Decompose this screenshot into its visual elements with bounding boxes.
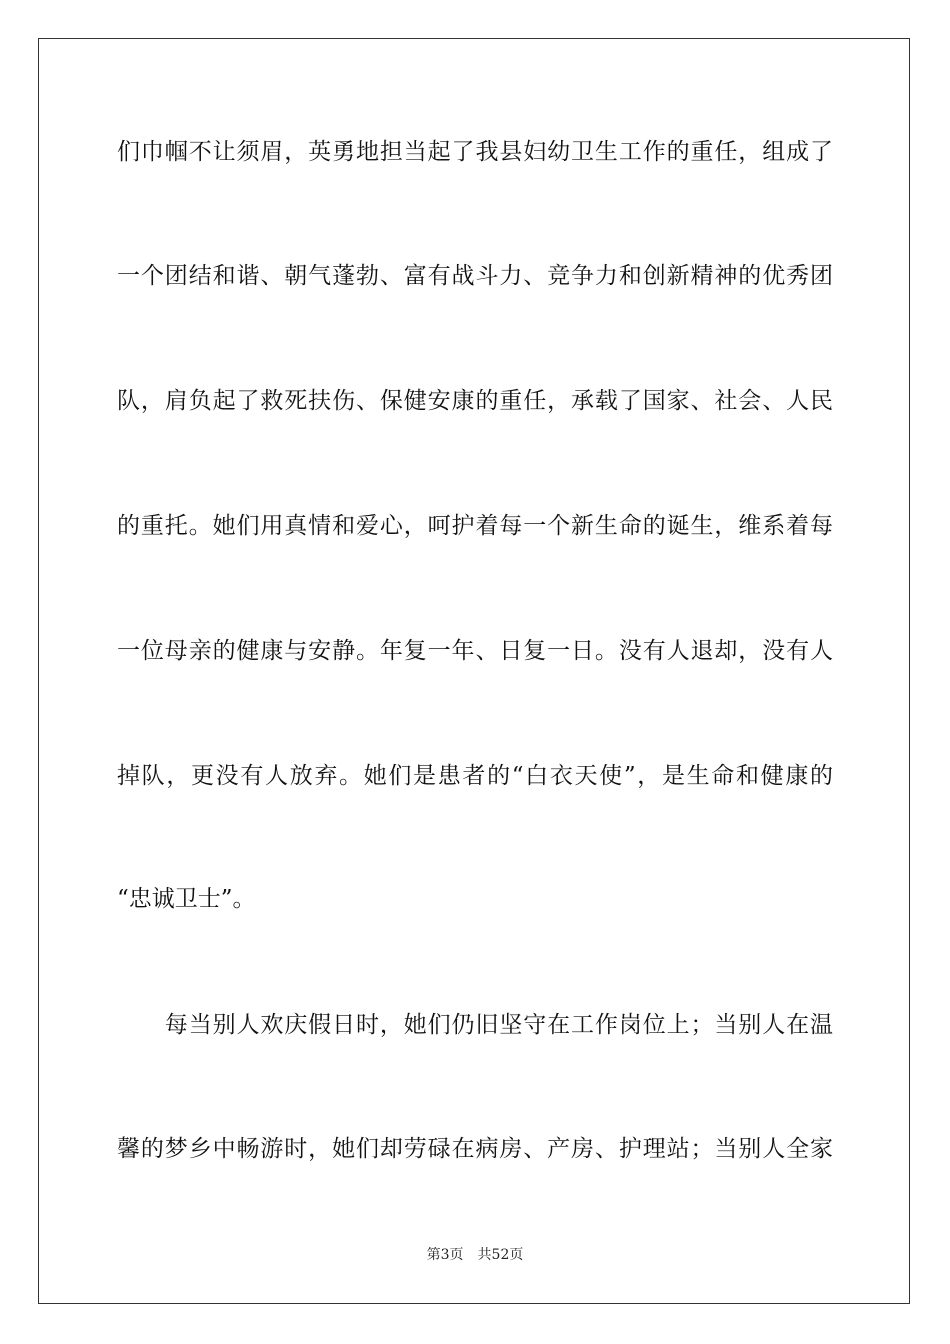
page-total: 共52页 — [477, 1247, 524, 1263]
text-line-7: “忠诚卫士”。 — [117, 886, 256, 912]
text-line-5: 一位母亲的健康与安静。年复一年、日复一日。没有人退却，没有人 — [117, 638, 833, 664]
text-line-6: 掉队，更没有人放弃。她们是患者的“白衣天使”，是生命和健康的 — [117, 763, 833, 789]
text-line-9: 馨的梦乡中畅游时，她们却劳碌在病房、产房、护理站；当别人全家 — [117, 1136, 833, 1162]
page-number: 第3页 — [426, 1247, 464, 1263]
page-footer — [0, 1246, 950, 1264]
text-line-3: 队，肩负起了救死扶伤、保健安康的重任，承载了国家、社会、人民 — [117, 388, 833, 414]
text-line-8: 每当别人欢庆假日时，她们仍旧坚守在工作岗位上；当别人在温 — [117, 1012, 833, 1038]
text-line-4: 的重托。她们用真情和爱心，呵护着每一个新生命的诞生，维系着每 — [117, 513, 833, 539]
text-line-1: 们巾帼不让须眉，英勇地担当起了我县妇幼卫生工作的重任，组成了 — [117, 139, 833, 165]
page-border — [38, 38, 910, 1304]
text-line-2: 一个团结和谐、朝气蓬勃、富有战斗力、竞争力和创新精神的优秀团 — [117, 263, 833, 289]
